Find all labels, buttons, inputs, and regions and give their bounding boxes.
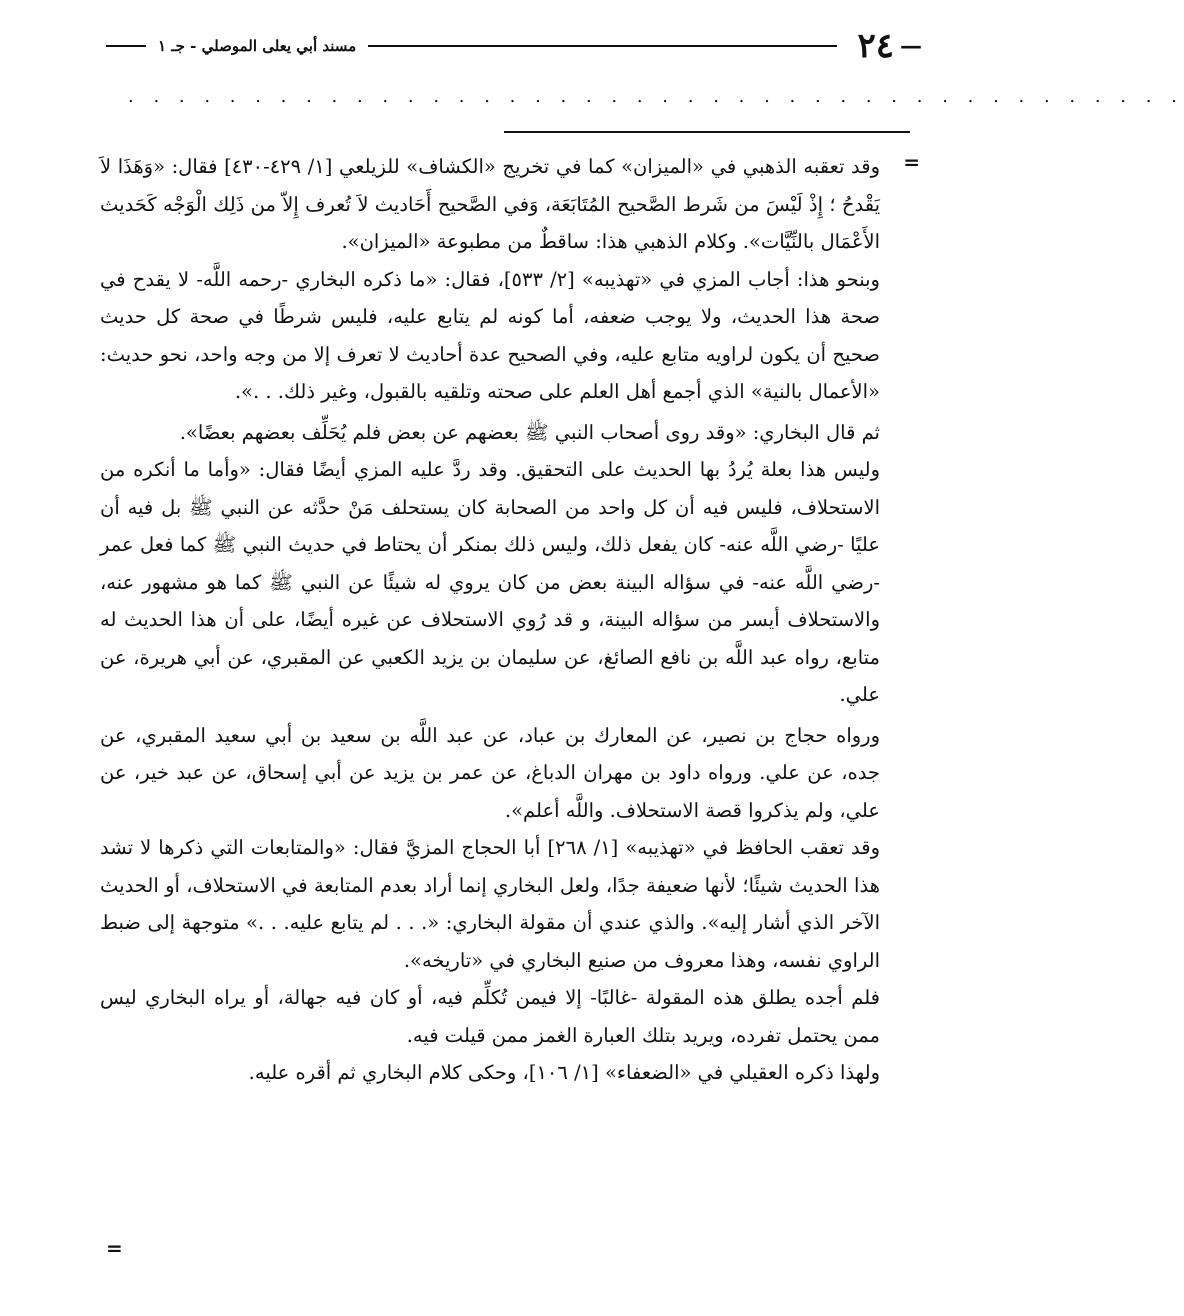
dotted-separator: . . . . . . . . . . . . . . . . . . . . . . . . . . . . . . . . . . . . . . . . . . (128, 86, 1184, 107)
page-number: ٢٤ (857, 26, 894, 66)
continuation-mark-bottom: = (106, 1236, 123, 1260)
footnote-separator-line (504, 131, 910, 133)
footnote-paragraph: ثم قال البخاري: «وقد روى أصحاب النبي ﷺ بعضهم عن بعض فلم يُحَلِّف بعضهم بعضًا». (179, 420, 880, 444)
header-dash-right: — (900, 33, 922, 59)
footnote-body (100, 148, 880, 1092)
book-title: مسند أبي يعلى الموصلي - جـ ١ (158, 37, 357, 55)
page-header (100, 26, 922, 66)
footnote-paragraph: ولهذا ذكره العقيلي في «الضعفاء» [١/ ١٠٦]، وحكى كلام البخاري ثم أقره عليه. (248, 1061, 880, 1084)
footnote-paragraph: وبنحو هذا: أجاب المزي في «تهذيبه» [٢/ ٥٣٣]، فقال: «ما ذكره البخاري -رحمه اللَّه- لا يقدح في صحة هذا الحديث، ولا يوجب ضعفه، أما كونه لم يتابع عليه، فليس شرطًا في صحة كل حديث صحيح أن يكون لراويه متابع عليه، وفي الصحيح عدة أحاديث لا تعرف إلا من وجه واحد، نحو حديث: «الأعمال بالنية» الذي أجمع أهل العلم على صحته وتلقيه بالقبول، وغير ذلك. . .». (100, 267, 880, 403)
continuation-mark-top: = (903, 150, 920, 174)
footnote-paragraph: وقد تعقب الحافظ في «تهذيبه» [١/ ٢٦٨] أبا الحجاج المزيَّ فقال: «والمتابعات التي ذكرها لا تشد هذا الحديث شيئًا؛ لأنها ضعيفة جدًا، ولعل البخاري إنما أراد بعدم المتابعة في الاستحلاف، أو الحديث الآخر الذي أشار إليه». والذي عندي أن مقولة البخاري: «. . . لم يتابع عليه. . .» متوجهة إلى ضبط الراوي نفسه، وهذا معروف من صنيع البخاري في «تاريخه». (100, 836, 880, 972)
footnote-paragraph: ورواه حجاج بن نصير، عن المعارك بن عباد، عن عبد اللَّه بن سعيد بن أبي سعيد المقبري، عن جده، عن علي. ورواه داود بن مهران الدباغ، عن عمر بن يزيد عن أبي إسحاق، عن عبد خير، عن علي، ولم يذكروا قصة الاستحلاف. واللَّه أعلم». (100, 723, 880, 822)
footnote-paragraph: وليس هذا بعلة يُردُ بها الحديث على التحقيق. وقد ردَّ عليه المزي أيضًا فقال: «وأما ما أنكره من الاستحلاف، فليس فيه أن كل واحد من الصحابة كان يستحلف مَنْ حدَّثه عن النبي ﷺ بل فيه أن عليًا -رضي اللَّه عنه- كان يفعل ذلك، وليس ذلك بمنكر أن يحتاط في حديث النبي ﷺ كما فعل عمر -رضي اللَّه عنه- في سؤاله البينة بعض من كان يروي له شيئًا عن النبي ﷺ كما هو مشهور عنه، والاستحلاف أيسر من سؤاله البينة، و قد رُوي الاستحلاف عن غيره أيضًا، على أن هذا الحديث له متابع، رواه عبد اللَّه بن نافع الصائغ، عن سليمان بن يزيد الكعبي عن المقبري، عن أبي هريرة، عن علي. (100, 458, 880, 706)
footnote-paragraph: وقد تعقبه الذهبي في «الميزان» كما في تخريج «الكشاف» للزيلعي [١/ ٤٢٩-٤٣٠] فقال: «وَهَذَا لاَ يَقْدحُ ؛ إِذْ لَيْسَ من شَرط الصَّحيح المُتَابَعَة، وَفي الصَّحيح أَحَاديث لاَ تُعرف إِلاّ من ذَلِك الْوَجْه كَحَديث الأَعْمَال بالنِّيَّات». وكلام الذهبي هذا: ساقطٌ من مطبوعة «الميزان». (100, 155, 880, 253)
header-rule (368, 45, 837, 47)
footnote-paragraph: فلم أجده يطلق هذه المقولة -غالبًا- إلا فيمن تُكلِّم فيه، أو كان فيه جهالة، أو يراه البخاري ليس ممن يحتمل تفرده، ويريد بتلك العبارة الغمز ممن قيلت فيه. (100, 986, 880, 1047)
header-rule-short (106, 45, 146, 47)
